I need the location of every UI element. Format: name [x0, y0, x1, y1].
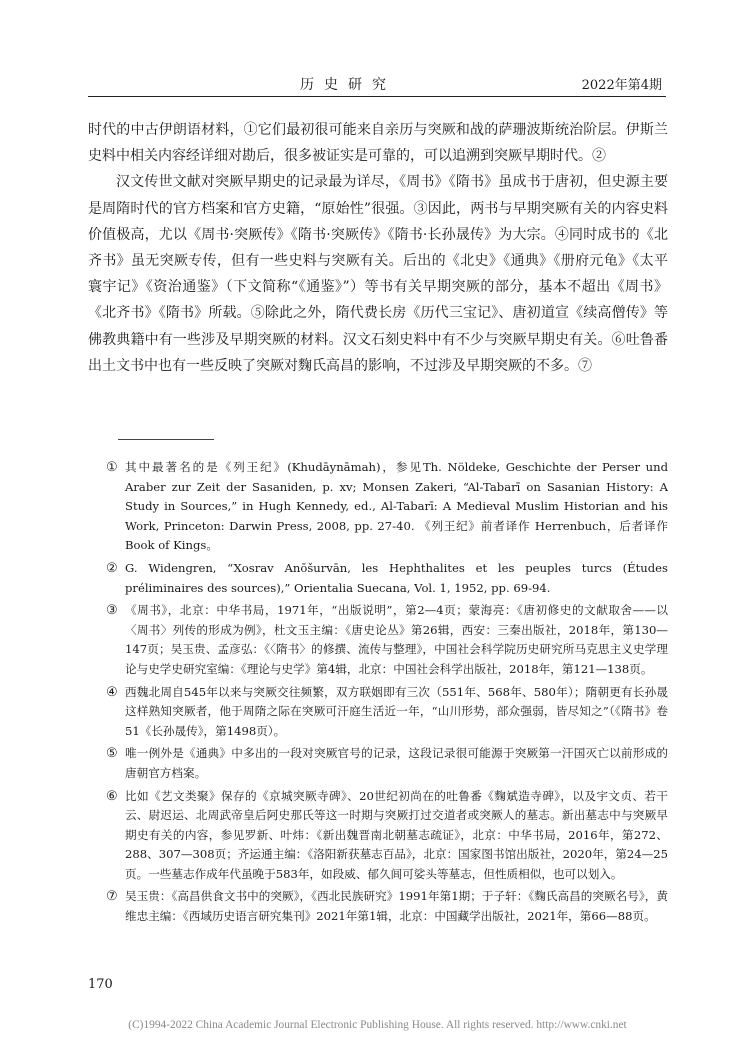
running-header: [88, 74, 666, 97]
footnote-marker: ⑤: [106, 746, 118, 762]
footnote-6: [106, 787, 668, 885]
footnote-1: [106, 458, 668, 556]
footnote-5: [106, 744, 668, 783]
footnote-text: 其中最著名的是《列王纪》(Khudāynāmah)，参见Th. Nöldeke, Geschichte der Perser und Araber zur Zeit der Sasaniden, p. xv; Monsen Zakeri, “Al-Tabarī on Sasanian History: A Study in Sources,” in Hugh Kennedy, ed., Al-Tabarī: A Medieval Muslim Historian and his Work, Princeton: Darwin Press, 2008, pp. 27-40. 《列王纪》前者译作 Herrenbuch，后者译作 Book of Kings。: [125, 460, 668, 553]
footnote-marker: ①: [106, 460, 118, 475]
footnote-7: [106, 887, 668, 926]
footnote-text: 《周书》，北京：中华书局，1971年，“出版说明”，第2—4页；蒙海亮：《唐初修史的文献取舍——以〈周书〉列传的形成为例》，杜文玉主编：《唐史论丛》第26辑，西安：三秦出版社，2018年，第130—147页；吴玉贵、孟彦弘：《〈隋书〉的修撰、流传与整理》，中国社会科学院历史研究所马克思主义史学理论与史学史研究室编：《理论与史学》第4辑，北京：中国社会科学出版社，2018年，第121—138页。: [125, 603, 668, 676]
footnote-text: 比如《艺文类聚》保存的《京城突厥寺碑》、20世纪初尚在的吐鲁番《麴斌造寺碑》，以及宇文贞、若干云、尉迟运、北周武帝皇后阿史那氏等这一时期与突厥打过交道者或突厥人的墓志。新出墓志中与突厥早期史有关的内容，参见罗新、叶炜：《新出魏晋南北朝墓志疏证》，北京：中华书局，2016年，第272、288、307—308页；齐运通主编：《洛阳新获墓志百品》，北京：国家图书馆出版社，2020年，第24—25页。一些墓志作成年代虽晚于583年，如段威、郁久闾可娑头等墓志，但性质相似，也可以划入。: [125, 788, 668, 881]
footnote-marker: ⑥: [106, 788, 118, 804]
page-number: 170: [88, 977, 113, 992]
footnote-text: 唯一例外是《通典》中多出的一段对突厥官号的记录，这段记录很可能源于突厥第一汗国灭亡以前形成的唐朝官方档案。: [125, 746, 668, 780]
footnote-marker: ⑦: [106, 889, 118, 905]
issue-label: 2022年第4期: [581, 78, 662, 93]
footnotes: [106, 458, 668, 930]
footnote-marker: ③: [106, 603, 118, 619]
journal-title: 历史研究: [300, 77, 396, 93]
footnote-marker: ④: [106, 684, 118, 700]
footnote-text: 西魏北周自545年以来与突厥交往频繁，双方联姻即有三次（551年、568年、580年）；隋朝更有长孙晟这样熟知突厥者，他于周隋之际在突厥可汗庭生活近一年，“山川形势，部众强弱，皆尽知之”（《隋书》卷51《长孙晟传》，第1498页）。: [125, 684, 668, 738]
paragraph: 时代的中古伊朗语材料，①它们最初很可能来自亲历与突厥和战的萨珊波斯统治阶层。伊斯兰史料中相关内容经详细对勘后，很多被证实是可靠的，可以追溯到突厥早期时代。②: [88, 122, 668, 165]
paragraph: 汉文传世文献对突厥早期史的记录最为详尽，《周书》《隋书》虽成书于唐初，但史源主要是周隋时代的官方档案和官方史籍，“原始性”很强。③因此，两书与早期突厥有关的内容史料价值极高，尤以《周书·突厥传》《隋书·突厥传》《隋书·长孙晟传》为大宗。④同时成书的《北齐书》虽无突厥专传，但有一些史料与突厥有关。后出的《北史》《通典》《册府元龟》《太平寰宇记》《资治通鉴》（下文简称“《通鉴》”）等书有关早期突厥的部分，基本不超出《周书》《北齐书》《隋书》所载。⑤除此之外，隋代费长房《历代三宝记》、唐初道宣《续高僧传》等佛教典籍中有一些涉及早期突厥的材料。汉文石刻史料中有不少与突厥早期史有关。⑥吐鲁番出土文书中也有一些反映了突厥对麴氏高昌的影响，不过涉及早期突厥的不多。⑦: [88, 174, 668, 374]
footnote-4: [106, 683, 668, 742]
body-text: [88, 117, 668, 379]
footnote-text: 吴玉贵：《高昌供食文书中的突厥》，《西北民族研究》1991年第1期；于子轩：《麴氏高昌的突厥名号》，黄维忠主编：《西域历史语言研究集刊》2021年第1辑，北京：中国藏学出版社，2021年，第66—88页。: [125, 889, 668, 924]
footnote-2: [106, 559, 668, 598]
copyright-watermark: (C)1994-2022 China Academic Journal Electronic Publishing House. All rights reserved. http://www.cnki.net: [128, 1019, 627, 1031]
footnote-3: [106, 601, 668, 679]
footnote-divider: [118, 439, 214, 440]
footnote-marker: ②: [106, 560, 118, 576]
footnote-text: G. Widengren, “Xosrav Anōšurvān, les Hephthalites et les peuples turcs (Études préliminaires des sources),” Orientalia Suecana, Vol. 1, 1952, pp. 69-94.: [125, 560, 668, 595]
